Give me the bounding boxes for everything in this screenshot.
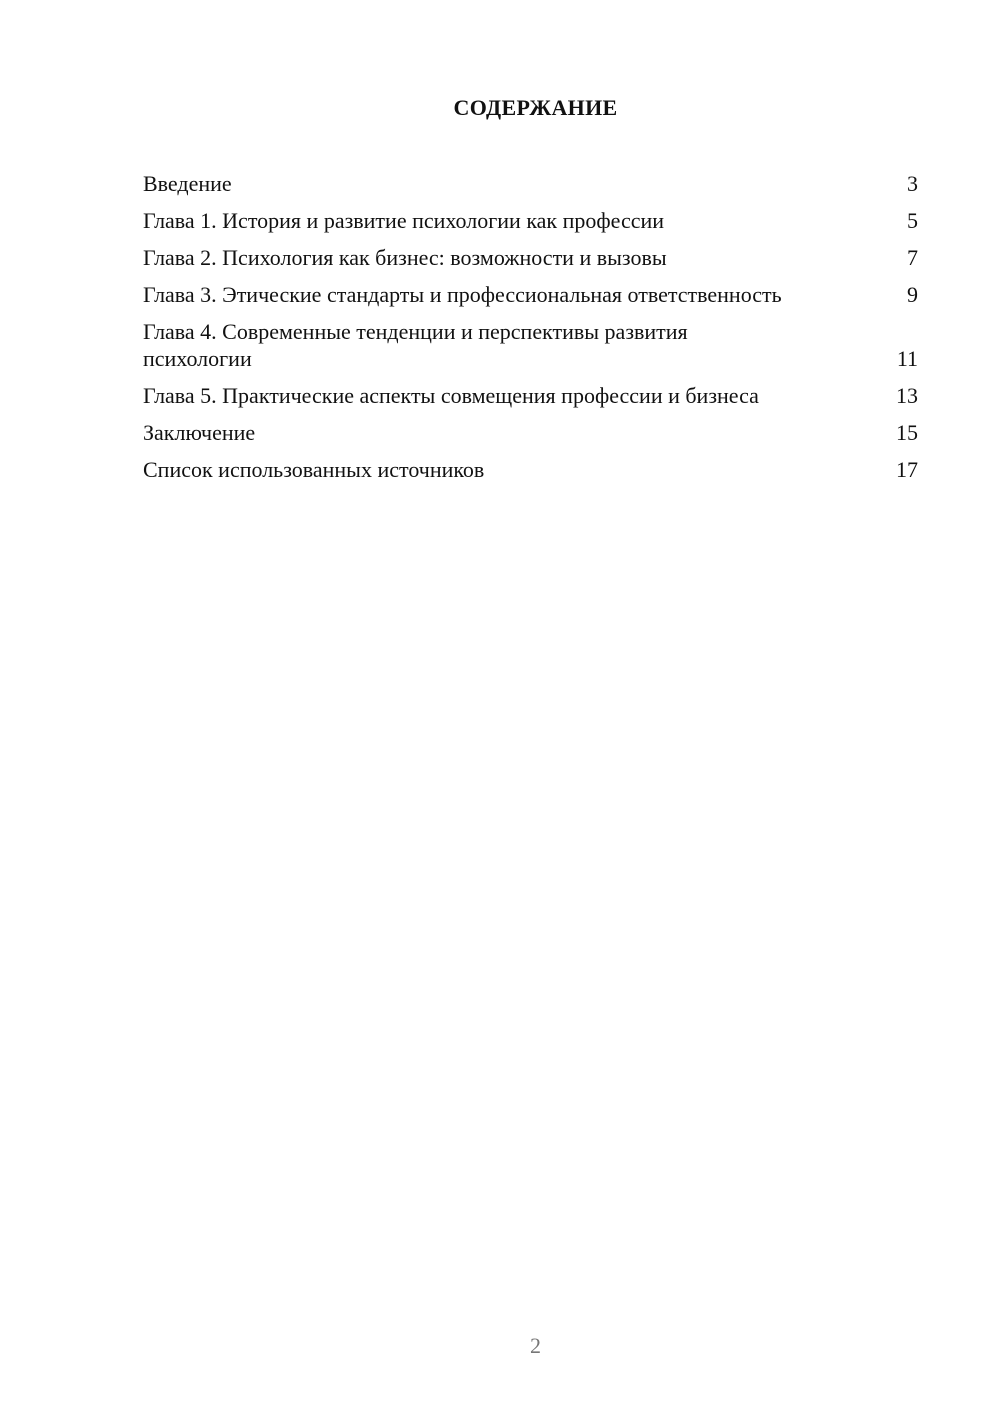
toc-entry-page: 17 (896, 457, 918, 482)
table-of-contents (143, 170, 918, 493)
toc-entry-text: Глава 1. История и развитие психологии как профессии (143, 208, 665, 233)
toc-entry-chapter-4 (143, 318, 918, 372)
toc-entry-text: Список использованных источников (143, 457, 485, 482)
toc-entry-text: Заключение (143, 420, 256, 445)
toc-entry-page: 3 (907, 171, 918, 196)
page-number: 2 (530, 1333, 541, 1358)
toc-entry-conclusion (143, 419, 918, 446)
toc-entry-chapter-2 (143, 244, 918, 271)
toc-entry-page: 5 (907, 208, 918, 233)
toc-entry-page: 7 (907, 245, 918, 270)
toc-entry-page: 13 (896, 383, 918, 408)
toc-title: СОДЕРЖАНИЕ (453, 95, 618, 120)
toc-entry-introduction (143, 170, 918, 197)
toc-entry-chapter-5 (143, 382, 918, 409)
toc-entry-text: Глава 5. Практические аспекты совмещения профессии и бизнеса (143, 383, 759, 408)
toc-entry-text: Введение (143, 171, 232, 196)
toc-entry-page: 9 (907, 282, 918, 307)
toc-entry-chapter-1 (143, 207, 918, 234)
toc-entry-references (143, 456, 918, 483)
toc-entry-chapter-3 (143, 281, 918, 308)
toc-entry-text: Глава 3. Этические стандарты и профессиональная ответственность (143, 282, 782, 307)
toc-entry-page: 11 (896, 346, 918, 371)
toc-entry-text: Глава 4. Современные тенденции и перспективы развития психологии (143, 319, 688, 371)
toc-entry-page: 15 (896, 420, 918, 445)
toc-entry-text: Глава 2. Психология как бизнес: возможности и вызовы (143, 245, 667, 270)
